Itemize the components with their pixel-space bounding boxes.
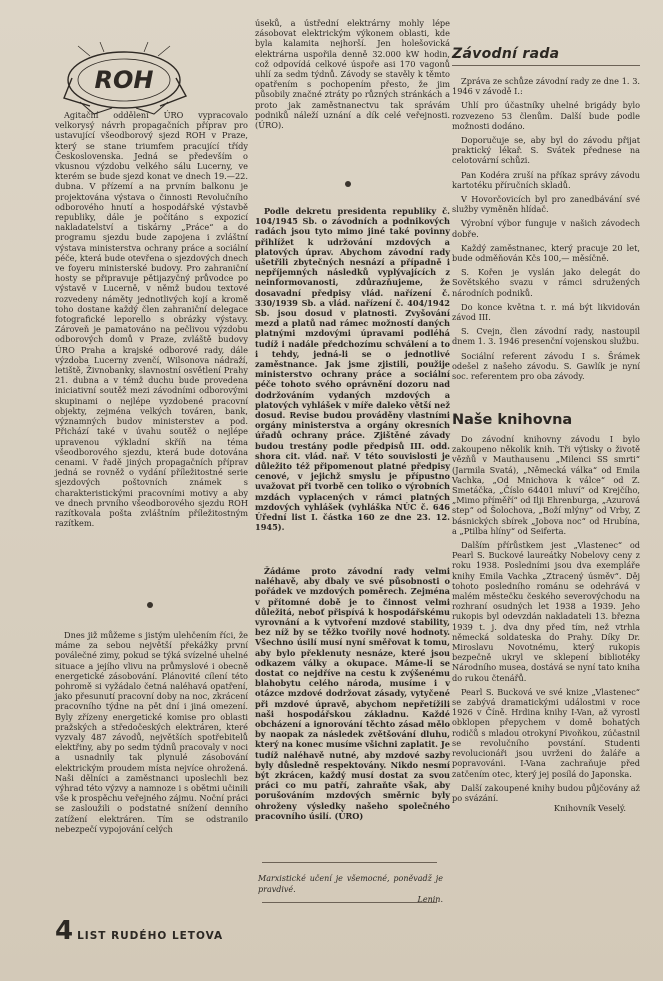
section-heading-works-council: Závodní rada	[452, 46, 560, 62]
report-paragraph: Doporučuje se, aby byl do závodu přijat praktický lékař. S. Svátek přednese na celotovární schůzi.	[452, 135, 640, 166]
report-paragraph: Každý zaměstnanec, který pracuje 20 let, bude odměňován Kčs 100,— měsíčně.	[452, 242, 640, 264]
report-paragraph: Pan Kodéra zruší na příkaz správy závodu kartotéku příručních skladů.	[452, 169, 640, 190]
separator-bullet	[345, 181, 351, 187]
report-paragraph: Výrobní výbor funguje v našich závodech dobře.	[452, 218, 640, 239]
article-wage-decree: Podle dekretu presidenta republiky č. 104/1945 Sb. o závodních a podnikových radách jsou tyto mimo jiné také povinny přihlížet k udržování mzdových a platových úprav. Abychom závodní rady ušetřili zbytečných nesnází a případně i nepříjemných následků vyplývajících z neinformovanosti, zdůrazňujeme, že dosavadní předpisy vlád. nařízení č. 330/1939 Sb. a vlád. nařízení č. 404/1942 Sb. jsou dosud v platnosti. Zvyšování mezd a platů nad rámec možností daných platnými mzdovými úpravami podléhá tudíž i nadále předchozímu schválení a to i tehdy, jedná-li se o jednotlivé zaměstnance. Jak jsme zjistili, použije ministerstvo ochrany práce a sociální péče tohoto svého oprávnění dozoru nad dodržováním vydaných mzdových a platových vyhlášek v míře daleko větší než dosud. Revise budou prováděny vlastními orgány ministerstva a orgány okresních úřadů ochrany práce. Zjištěné závady budou trestány podle předpisů III. odd. shora cit. vlád. nař. V této souvislosti je důležito též připomenout platné předpisy cenové, v jejichž smyslu je přípustno uvažovat při tvorbě cen toliko o výrobních mzdách vyplacených v rámci platných mzdových vyhlášek (vyhláška NÚC č. 646 Úřední list I. částka 160 ze dne 23. 12. 1945).	[255, 206, 450, 533]
page-footer	[55, 918, 223, 944]
library-paragraph: Další zakoupené knihy budou půjčovány až po svázání.	[452, 782, 640, 803]
library-report	[452, 434, 640, 813]
article-energy-continued: úseků, a ústřední elektrárny mohly lépe zásobovat elektrickým výkonem oblasti, kde byla kalamita nejhorší. Jen holešovická elektrárna uspořila denně 32.000 kW hodin, což odpovídá celkové úspoře asi 170 vagonů uhlí za sedm týdnů. Závody se stavěly k těmto opatřením s pochopením přesto, že jim působily značné ztráty po různých stránkách a proto jak zaměstnanectvu tak správám podniků náleží uznání a dík celé veřejnosti. (ÚRO).	[255, 18, 450, 131]
quote-text: Marxistické učení je všemocné, poněvadž je pravdivé.	[258, 874, 443, 894]
report-paragraph: Zpráva ze schůze závodní rady ze dne 1. 3. 1946 v závodě I.:	[452, 76, 640, 97]
report-paragraph: Sociální referent závodu I s. Šrámek odešel z našeho závodu. S. Gawlík je nyní soc. referentem pro oba závody.	[452, 350, 640, 382]
librarian-signature: Knihovník Veselý.	[553, 803, 626, 814]
heading-rule	[452, 65, 640, 66]
quote-author: Lenin.	[417, 895, 443, 904]
section-heading-library: Naše knihovna	[452, 412, 573, 428]
library-paragraph: Dalším přírůstkem jest „Vlastenec“ od Pearl S. Buckové laureátky Nobelovy ceny z roku 1938. Posledními jsou dva exempláře knihy Emila Vachka „Ztracený úsměv“. Děj tohoto posledního románu se odehrává v malém městečku českého severovýchodu na rozhraní osudných let 1938 a 1939. Jeho rukopis byl odevzdán nakladateli 13. března 1939 t. j. dva dny před tím, než vtrhla německá soldateska do Prahy. Díky Dr. Miroslavu Novotnému, který rukopis bezpečně ukryl ve sklepení bibliotéky Národního musea, dostává se nyní tato kniha do rukou čtenářů.	[452, 540, 640, 683]
library-paragraph: Pearl S. Bucková ve své knize „Vlastenec“ se zabývá dramatickými událostmi v roce 1926 v Číně. Hrdina knihy I-Van, až vyrostl obklopen přepychem v domě bohatých rodičů s mladou otrokyní Pivoňkou, zúčastnil se revolučního povstání. Studenti revolucionáři jsou uvrženi do žaláře a popravováni. I-Vana zachraňuje před zatčením otec, který jej posílá do Japonska.	[452, 686, 640, 779]
report-paragraph: Uhlí pro účastníky uhelné brigády bylo rozvezeno 53 členům. Další bude podle možnosti dodáno.	[452, 100, 640, 131]
newspaper-name: LIST RUDÉHO LETOVA	[77, 930, 224, 942]
report-paragraph: V Hovorčovicích byl pro zanedbávání své služby vyměněn hlídač.	[452, 194, 640, 215]
report-paragraph: Do konce května t. r. má být likvidován závod III.	[452, 301, 640, 323]
report-paragraph: S. Cvejn, člen závodní rady, nastoupil dnem 1. 3. 1946 presenční vojenskou službu.	[452, 326, 640, 347]
works-council-report	[452, 76, 640, 385]
article-energy: Dnes již můžeme s jistým ulehčením říci, že máme za sebou největší překážky první poválečné zimy, pokud se týká svízelné uhelné situace a jejího vlivu na průmyslové i obecně energetické zásobování. Plánovité cílení této pohromě si vyžádalo četná naléhavá opatření, jako přesunutí pracovní doby na noc, zkrácení pracovního týdne na pět dní i jiná omezení. Byly zřízeny energetické komise pro oblasti pražských a středočeských elektráren, které vyzvaly 487 závodů, největších spotřebitelů elektřiny, aby po sedm týdnů pracovaly v noci a usnadnily tak plynulé zásobování elektrickým proudem místa nejvíce ohrožená. Naši dělníci a zaměstnanci uposlechli bez výhrad této výzvy a namnoze i s obětmi učinili vše k prospěchu veřejného zájmu. Noční práci se zasloužili o podstatné snížení denního zatížení elektráren. Tím se odstranilo nebezpečí vypojování celých	[55, 630, 248, 834]
library-paragraph: Do závodní knihovny závodu I bylo zakoupeno několik knih. Tři výtisky o životě vězňů v Mauthausenu „Milenci SS smrti“ (Jarmila Svatá), „Německá válka“ od Emila Vachka, „Od Mnichova k válce“ od Z. Smetáčka, „Číslo 64401 mluví“ od Krejčího, „Mimo příměří“ od Ilji Ehrenburga, „Azurová step“ od Šolochova, „Boží mlýny“ od Vrby, Z básnických sbírek „Jobova noc“ od Hrubína, a „Ptilba hlíny“ od Seiferta.	[452, 434, 640, 536]
report-paragraph: S. Kořen je vyslán jako delegát do Sovětského svazu v rámci sdružených národních podniků.	[452, 267, 640, 298]
lenin-quote	[258, 874, 443, 906]
article-wage-appeal: Žádáme proto závodní rady velmi naléhavě, aby dbaly ve své působnosti o pořádek ve mzdových poměrech. Zejména v přítomné době je to činnost velmi důležitá, neboť přispívá k hospodářskému vyrovnání a k vytvoření mzdové stability, bez níž by se těžko tvořily nové hodnoty. Všechno úsilí musí nyní směřovat k tomu, aby bylo překlenuty nesnáze, které jsou odkazem války a okupace. Máme-li se dostat co nejdříve na cestu k zvýšenému blahobytu celého národa, musíme i v otázce mzdové dodržovat zásady, vytyčené při mzdové úpravě, abychom nepřetížili naši hospodářskou základnu. Každé obcházení a ignorování těchto zásad mělo by naopak za následek zvětšování dluhu, který na konec musíme všichni zaplatit. Je tudíž naléhavě nutné, aby mzdové sazby byly důsledně respektovány. Nikdo nesmí být zkrácen, každý musí dostat za svou práci co mu patří, zahraňte však, aby porušováním mzdových směrnic byly ohroženy výsledky našeho společného pracovního úsilí. (ÚRO)	[255, 566, 450, 821]
separator-bullet	[147, 602, 153, 608]
quote-rule-top	[262, 862, 437, 863]
quote-rule-bottom	[262, 902, 437, 903]
page-number: 4	[55, 916, 74, 946]
roh-logo	[60, 42, 190, 120]
article-propaganda: Agitační oddělení ÚRO vypracovalo velkorysý návrh propagačních příprav pro ustavující všeodborový sjezd ROH v Praze, který se stane triumfem pracující třídy Československa. Jedná se především o vkusnou výzdobu velkého sálu Lucerny, ve kterém se bude sjezd konat ve dnech 19.—22. dubna. V přízemí a na prvním balkonu je projektována výstava o činnosti Revolučního odborového hnutí a hospodářské výstavbě republiky, dále je počítáno s expozicí nakladatelství a tiskárny „Práce“ a do programu sjezdu bude zapojena i zvláštní výstava ministerstva ochrany práce a sociální péče, která bude otevřena o sjezdových dnech ve foyeru ministerské budovy. Pro zahraniční hosty se připravuje pětijazyčný průvodce po výstavě v Lucerně, v němž budou textové rozvedeny náměty jednotlivých kojí a kromě toho dostane každý člen zahraniční delegace fotografické leporello s obrázky výstavy. Zároveň je pamatováno na pečlivou výzdobu odborových domů v Praze, zvláště budovy ÚRO Praha a krajské odborové rady, dále výzdoba Lucerny zvenčí, Wilsonova nádraží, letiště, Živnobanky, slavnostní osvětlení Prahy 21. dubna a v témž duchu bude provedena iniciativní soutěž mezi závodními odborovými skupinami o nejlépe vyzdobené pracovní objekty, zejména velkých továren, bank, významných budov ministerstev a pod. Přichází také v úvahu soutěž o nejlépe upravenou výkladní skříň na téma všeodborového sjezdu, která bude dotována cenami. V řadě jiných propagačních příprav jedná se rovněž o vydání příležitostné serie sjezdových poštovních známek s charakteristickými pracovními motivy a aby ve dnech prvního všeodborového sjezdu ROH razítkovala pošta zvláštním příležitostným razítkem.	[55, 110, 248, 529]
logo-text: ROH	[94, 66, 154, 94]
